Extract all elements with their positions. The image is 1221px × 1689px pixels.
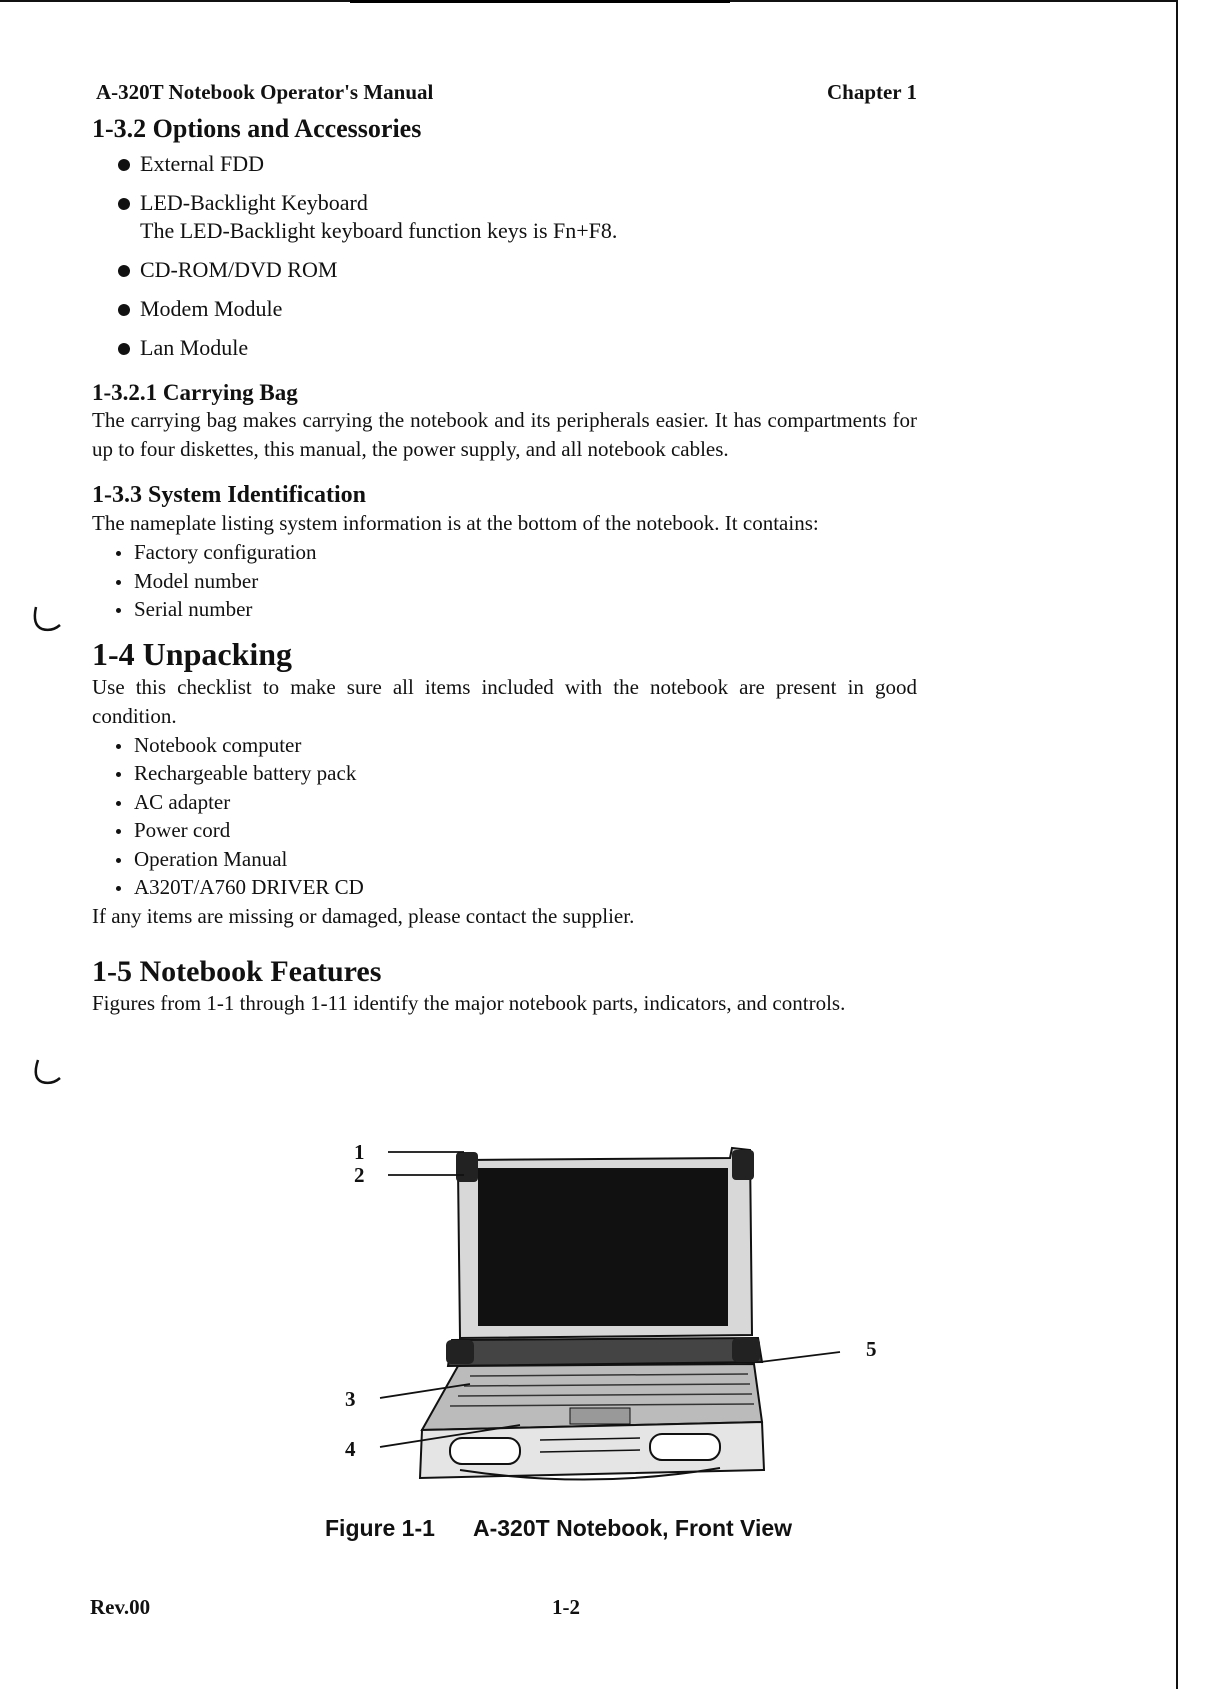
callout-label: 4 bbox=[345, 1437, 356, 1461]
section-title-1-4: 1-4 Unpacking bbox=[92, 635, 293, 672]
bullet-icon bbox=[116, 886, 121, 891]
bullet-icon bbox=[118, 265, 130, 277]
option-note: The LED-Backlight keyboard function keys is Fn+F8. bbox=[140, 218, 618, 243]
list-item: Operation Manual bbox=[114, 845, 917, 874]
bumper-icon bbox=[446, 1340, 474, 1364]
section-title-1-5: 1-5 Notebook Features bbox=[92, 954, 382, 988]
section-title-1-3-2: 1-3.2 Options and Accessories bbox=[92, 114, 422, 143]
bullet-icon bbox=[116, 858, 121, 863]
bumper-icon bbox=[732, 1338, 760, 1362]
features-paragraph: Figures from 1-1 through 1-11 identify the major notebook parts, indicators, and controls. bbox=[92, 990, 846, 1015]
bullet-icon bbox=[118, 198, 130, 210]
bullet-icon bbox=[118, 304, 130, 316]
notebook-front-view-figure bbox=[360, 1140, 920, 1500]
speaker-right-icon bbox=[650, 1434, 720, 1460]
bullet-icon bbox=[118, 159, 130, 171]
list-item: Power cord bbox=[114, 816, 917, 845]
list-item: A320T/A760 DRIVER CD bbox=[114, 873, 917, 902]
figure-caption bbox=[325, 1515, 792, 1542]
bumper-icon bbox=[732, 1150, 754, 1180]
list-item: Model number bbox=[114, 567, 917, 596]
header-chapter: Chapter 1 bbox=[826, 80, 917, 104]
option-item bbox=[118, 334, 917, 362]
header-manual-title: A-320T Notebook Operator's Manual bbox=[96, 80, 434, 104]
callout-label: 3 bbox=[345, 1387, 356, 1411]
page-number: 1-2 bbox=[552, 1595, 580, 1619]
callout-label: 5 bbox=[866, 1337, 877, 1361]
page-content bbox=[92, 80, 917, 1018]
unpacking-paragraph: Use this checklist to make sure all items included with the notebook are present in good condition. bbox=[92, 674, 917, 728]
option-label: Lan Module bbox=[140, 335, 249, 360]
section-title-1-3-3: 1-3.3 System Identification bbox=[92, 482, 366, 508]
margin-mark-icon bbox=[28, 605, 68, 635]
callout-label: 1 bbox=[354, 1140, 365, 1164]
page-right-rule bbox=[1176, 0, 1178, 1689]
margin-mark-icon bbox=[28, 1058, 68, 1088]
speaker-left-icon bbox=[450, 1438, 520, 1464]
missing-items-note: If any items are missing or damaged, please contact the supplier. bbox=[92, 903, 635, 928]
option-item bbox=[118, 295, 917, 323]
bullet-icon bbox=[118, 343, 130, 355]
bullet-icon bbox=[116, 801, 121, 806]
system-id-paragraph: The nameplate listing system information is at the bottom of the notebook. It contains: bbox=[92, 511, 819, 535]
page-top-rule-accent bbox=[350, 0, 730, 3]
nameplate-list bbox=[92, 538, 917, 624]
list-item: AC adapter bbox=[114, 788, 917, 817]
bullet-icon bbox=[116, 744, 121, 749]
callout-label: 2 bbox=[354, 1163, 365, 1187]
running-header bbox=[92, 80, 917, 110]
option-label: LED-Backlight Keyboard bbox=[140, 190, 368, 215]
option-item bbox=[118, 150, 917, 178]
option-label: CD-ROM/DVD ROM bbox=[140, 257, 338, 282]
figure-number: Figure 1-1 bbox=[325, 1515, 435, 1541]
bullet-icon bbox=[116, 829, 121, 834]
bumper-icon bbox=[456, 1152, 478, 1182]
option-label: External FDD bbox=[140, 151, 265, 176]
option-label: Modem Module bbox=[140, 296, 283, 321]
option-item bbox=[118, 189, 917, 245]
revision-label: Rev.00 bbox=[90, 1595, 151, 1619]
touchpad bbox=[570, 1408, 630, 1424]
bullet-icon bbox=[116, 608, 121, 613]
unpacking-checklist bbox=[92, 731, 917, 902]
hinge-bar bbox=[448, 1338, 762, 1366]
list-item: Notebook computer bbox=[114, 731, 917, 760]
bullet-icon bbox=[116, 580, 121, 585]
carrying-bag-paragraph: The carrying bag makes carrying the notebook and its peripherals easier. It has compartments for up to four diskettes, this manual, the power supply, and all notebook cables. bbox=[92, 408, 917, 461]
section-title-1-3-2-1: 1-3.2.1 Carrying Bag bbox=[92, 380, 298, 405]
figure-title: A-320T Notebook, Front View bbox=[473, 1515, 793, 1541]
list-item: Rechargeable battery pack bbox=[114, 759, 917, 788]
bullet-icon bbox=[116, 772, 121, 777]
options-list bbox=[92, 150, 917, 362]
bullet-icon bbox=[116, 551, 121, 556]
option-item bbox=[118, 256, 917, 284]
list-item: Factory configuration bbox=[114, 538, 917, 567]
display-screen bbox=[478, 1168, 728, 1326]
list-item: Serial number bbox=[114, 595, 917, 624]
